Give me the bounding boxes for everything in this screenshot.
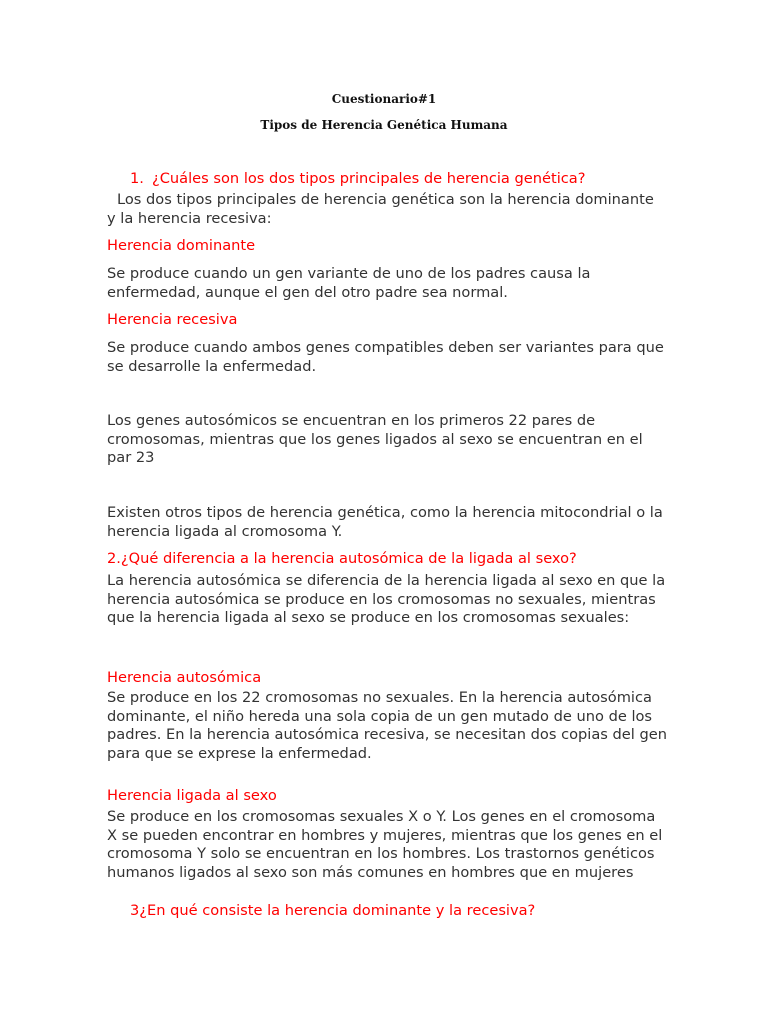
- heading-herencia-ligada-sexo: Herencia ligada al sexo: [107, 787, 277, 804]
- heading-herencia-dominante: Herencia dominante: [107, 237, 256, 254]
- page-title: Cuestionario#1: [331, 92, 437, 106]
- paragraph-herencia-ligada-sexo: Se produce en los cromosomas sexuales X o Y. Los genes en el cromosoma X se pueden encontrar en hombres y mujeres, mientras que los genes en el cromosoma Y solo se encuentran en los hombres. Los trastornos genéticos humanos ligados al sexo son más comunes en hombres que en mujeres: [107, 808, 663, 881]
- question-3: 3¿En qué consiste la herencia dominante y la recesiva?: [130, 902, 536, 919]
- question-2: 2.¿Qué diferencia a la herencia autosómica de la ligada al sexo?: [107, 550, 577, 567]
- answer-2-paragraph: La herencia autosómica se diferencia de la herencia ligada al sexo en que la herencia autosómica se produce en los cromosomas no sexuales, mientras que la herencia ligada al sexo se produce en los cromosomas sexuales:: [107, 572, 666, 626]
- paragraph-otros-tipos: Existen otros tipos de herencia genética, como la herencia mitocondrial o la herencia ligada al cromosoma Y.: [107, 504, 663, 540]
- heading-herencia-autosomica: Herencia autosómica: [107, 669, 262, 686]
- answer-1-paragraph: Los dos tipos principales de herencia genética son la herencia dominante y la herencia recesiva:: [107, 191, 654, 227]
- question-1-number: 1.: [130, 170, 144, 187]
- paragraph-genes-autosomicos: Los genes autosómicos se encuentran en los primeros 22 pares de cromosomas, mientras que los genes ligados al sexo se encuentran en el par 23: [107, 412, 643, 466]
- heading-herencia-recesiva: Herencia recesiva: [107, 311, 238, 328]
- paragraph-herencia-recesiva: Se produce cuando ambos genes compatibles deben ser variantes para que se desarrolle la enfermedad.: [107, 339, 664, 375]
- paragraph-herencia-autosomica: Se produce en los 22 cromosomas no sexuales. En la herencia autosómica dominante, el niño hereda una sola copia de un gen mutado de uno de los padres. En la herencia autosómica recesiva, se necesitan dos copias del gen para que se exprese la enfermedad.: [107, 689, 667, 762]
- paragraph-herencia-dominante: Se produce cuando un gen variante de uno de los padres causa la enfermedad, aunque el gen del otro padre sea normal.: [107, 265, 591, 301]
- page-subtitle: Tipos de Herencia Genética Humana: [260, 118, 508, 132]
- question-1: [130, 170, 690, 189]
- question-1-text: ¿Cuáles son los dos tipos principales de herencia genética?: [152, 170, 586, 187]
